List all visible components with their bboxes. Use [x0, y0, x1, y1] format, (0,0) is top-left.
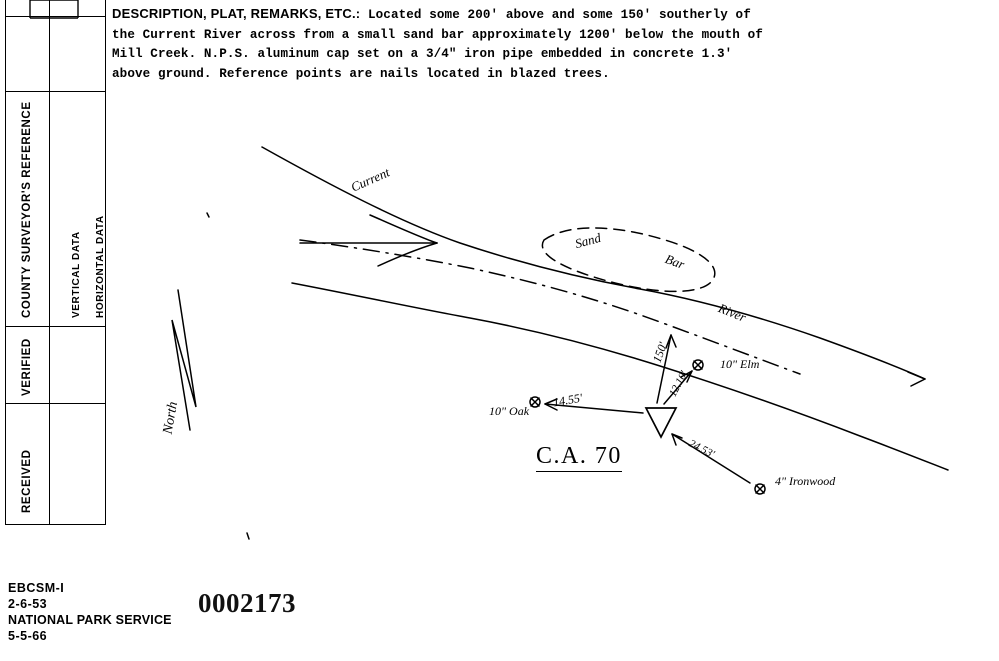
table-row-divider-4 — [5, 403, 106, 404]
annotation-tree-west: 10" Oak — [489, 404, 530, 418]
footer-stamp — [8, 580, 172, 644]
annotation-distance-north: 150' — [649, 340, 670, 365]
description-line-3: Mill Creek. N.P.S. aluminum cap set on a 3/4" iron pipe embedded in concrete 1.3' — [112, 47, 733, 61]
table-row-divider-2 — [5, 91, 106, 92]
description-block — [112, 4, 972, 84]
annotation-tree-southeast: 4" Ironwood — [775, 474, 836, 488]
annotation-distance-southeast: 24.53' — [686, 437, 717, 461]
annotation-river: River — [716, 300, 749, 325]
table-label-horizontal-data: HORIZONTAL DATA — [95, 215, 106, 318]
side-index-table — [5, 0, 106, 525]
description-line-1: Located some 200' above and some 150' southerly of — [367, 8, 751, 22]
annotation-distance-northeast: 12.10' — [666, 369, 691, 399]
document-stamp-number: 0002173 — [198, 588, 296, 618]
annotation-distance-west: 14.55' — [551, 390, 584, 410]
footer-agency: NATIONAL PARK SERVICE — [8, 613, 172, 627]
footer-form-id: EBCSM-I — [8, 581, 65, 595]
table-label-vertical-data: VERTICAL DATA — [71, 231, 82, 318]
description-line-4: above ground. Reference points are nails located in blazed trees. — [112, 66, 610, 81]
annotation-tree-northeast: 10" Elm — [720, 357, 760, 371]
table-row-divider-3 — [5, 326, 106, 327]
table-row-divider-1 — [5, 16, 106, 17]
table-column-divider — [49, 0, 50, 525]
table-label-received: RECEIVED — [21, 449, 33, 513]
footer-date-2: 5-5-66 — [8, 629, 48, 643]
description-label: DESCRIPTION, PLAT, REMARKS, ETC.: — [112, 6, 361, 21]
table-label-county-surveyors-reference: COUNTY SURVEYOR'S REFERENCE — [21, 101, 33, 318]
table-label-verified: VERIFIED — [21, 338, 33, 396]
description-line-2: the Current River across from a small sand bar approximately 1200' below the mouth of — [112, 27, 763, 42]
footer-date-1: 2-6-53 — [8, 597, 48, 611]
annotation-current: Current — [348, 164, 392, 195]
annotation-bar: Bar — [663, 251, 687, 272]
station-designation-label: C.A. 70 — [536, 443, 622, 472]
annotation-north: North — [160, 400, 182, 436]
annotation-sand: Sand — [573, 229, 603, 252]
